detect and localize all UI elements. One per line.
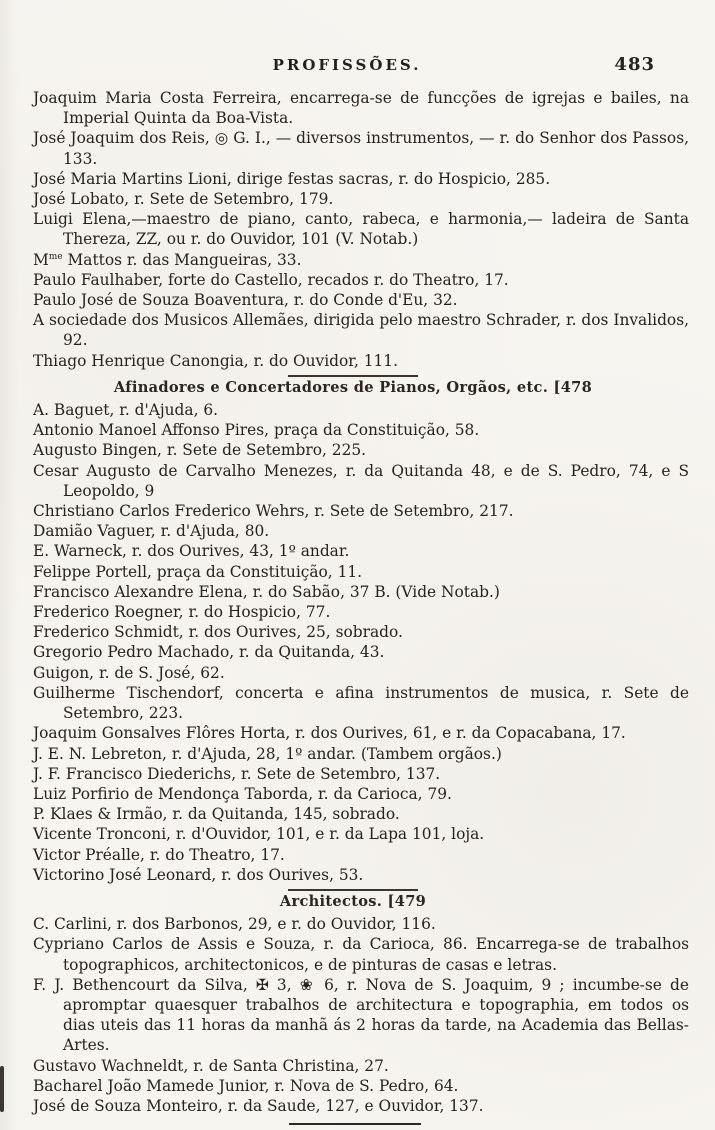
- directory-entry: Vicente Tronconi, r. d'Ouvidor, 101, e r. da Lapa 101, loja.: [33, 825, 485, 844]
- directory-entry: P. Klaes & Irmão, r. da Quitanda, 145, sobrado.: [33, 805, 400, 824]
- directory-entry: A sociedade dos Musicos Allemães, dirigida pelo maestro Schrader, r. dos Invalidos, 92.: [33, 311, 689, 350]
- page-header: [33, 56, 689, 82]
- directory-entry: Cesar Augusto de Carvalho Menezes, r. da Quitanda 48, e de S. Pedro, 74, e S Leopoldo, 9: [33, 461, 689, 500]
- end-rule: [289, 1123, 421, 1125]
- directory-entry: Frederico Roegner, r. do Hospicio, 77.: [33, 603, 331, 622]
- directory-entry: Francisco Alexandre Elena, r. do Sabão, 37 B. (Vide Notab.): [33, 582, 500, 601]
- directory-entry: Augusto Bingen, r. Sete de Setembro, 225.: [33, 441, 367, 460]
- directory-entry: José de Souza Monteiro, r. da Saude, 127, e Ouvidor, 137.: [33, 1096, 484, 1115]
- directory-entry: Luiz Porfirio de Mendonça Taborda, r. da Carioca, 79.: [33, 784, 452, 803]
- directory-entry: Luigi Elena,—maestro de piano, canto, rabeca, e harmonia,— ladeira de Santa Thereza, ZZ, ou r. do Ouvidor, 101 (V. Notab.): [33, 210, 689, 249]
- directory-entry: F. J. Bethencourt da Silva, ✠ 3, ❀ 6, r. Nova de S. Joaquim, 9 ; incumbe-se de apromptar quaesquer trabalhos de architectura e topographia, em todos os dias uteis das 11 horas da manhã ás 2 horas da tarde, na Academia das Bellas-Artes.: [33, 975, 689, 1055]
- section-heading: Architectos. [479: [279, 892, 427, 910]
- directory-entry: Gustavo Wachneldt, r. de Santa Christina, 27.: [33, 1056, 389, 1075]
- page-title: PROFISSÕES.: [272, 56, 422, 74]
- directory-entry: Paulo José de Souza Boaventura, r. do Conde d'Eu, 32.: [33, 291, 458, 310]
- directory-entry: José Maria Martins Lioni, dirige festas sacras, r. do Hospicio, 285.: [33, 169, 551, 188]
- directory-entry: Paulo Faulhaber, forte do Castello, recados r. do Theatro, 17.: [33, 270, 509, 289]
- directory-entry: Victorino José Leonard, r. dos Ourives, 53.: [33, 865, 364, 884]
- directory-entry: A. Baguet, r. d'Ajuda, 6.: [33, 401, 219, 420]
- directory-entry: Felippe Portell, praça da Constituição, 11.: [33, 562, 363, 581]
- directory-entry: Gregorio Pedro Machado, r. da Quitanda, 43.: [33, 643, 385, 662]
- scan-edge-artifact: [0, 1066, 4, 1112]
- directory-entry: José Joaquim dos Reis, ◎ G. I., — diversos instrumentos, — r. do Senhor dos Passos, 133.: [33, 129, 689, 168]
- directory-entry: Victor Préalle, r. do Theatro, 17.: [33, 845, 285, 864]
- directory-entry: Bacharel João Mamede Junior, r. Nova de S. Pedro, 64.: [33, 1076, 459, 1095]
- directory-content: [33, 88, 689, 1116]
- directory-entry: J. E. N. Lebreton, r. d'Ajuda, 28, 1º andar. (Tambem orgãos.): [33, 744, 502, 763]
- directory-entry: $M^{me}$ Mattos r. das Mangueiras, 33.: [33, 250, 302, 269]
- directory-entry: Joaquim Maria Costa Ferreira, encarrega-se de funcções de igrejas e bailes, na Imperial Quinta da Boa-Vista.: [33, 89, 689, 128]
- directory-entry: J. F. Francisco Diederichs, r. Sete de Setembro, 137.: [33, 764, 441, 783]
- directory-entry: Joaquim Gonsalves Flôres Horta, r. dos Ourives, 61, e r. da Copacabana, 17.: [33, 724, 626, 743]
- section-rule: [288, 889, 418, 891]
- directory-entry: Cypriano Carlos de Assis e Souza, r. da Carioca, 86. Encarrega-se de trabalhos topographicos, architectonicos, e de pinturas de casas e letras.: [33, 935, 689, 974]
- directory-entry: José Lobato, r. Sete de Setembro, 179.: [33, 190, 334, 209]
- directory-entry: E. Warneck, r. dos Ourives, 43, 1º andar.: [33, 542, 350, 561]
- directory-entry: Guigon, r. de S. José, 62.: [33, 663, 225, 682]
- directory-entry: Christiano Carlos Frederico Wehrs, r. Sete de Setembro, 217.: [33, 502, 514, 521]
- directory-entry: Thiago Henrique Canongia, r. do Ouvidor, 111.: [33, 351, 398, 370]
- directory-entry: Antonio Manoel Affonso Pires, praça da Constituição, 58.: [33, 421, 480, 440]
- directory-entry: Guilherme Tischendorf, concerta e afina instrumentos de musica, r. Sete de Setembro, 223.: [33, 683, 689, 723]
- directory-entry: Frederico Schmidt, r. dos Ourives, 25, sobrado.: [33, 623, 403, 642]
- page-number: 483: [614, 54, 655, 75]
- directory-entry: Damião Vaguer, r. d'Ajuda, 80.: [33, 522, 270, 541]
- section-heading: Afinadores e Concertadores de Pianos, Orgãos, etc. [478: [113, 378, 593, 396]
- section-rule: [288, 375, 418, 377]
- directory-entry: C. Carlini, r. dos Barbonos, 29, e r. do Ouvidor, 116.: [33, 915, 436, 934]
